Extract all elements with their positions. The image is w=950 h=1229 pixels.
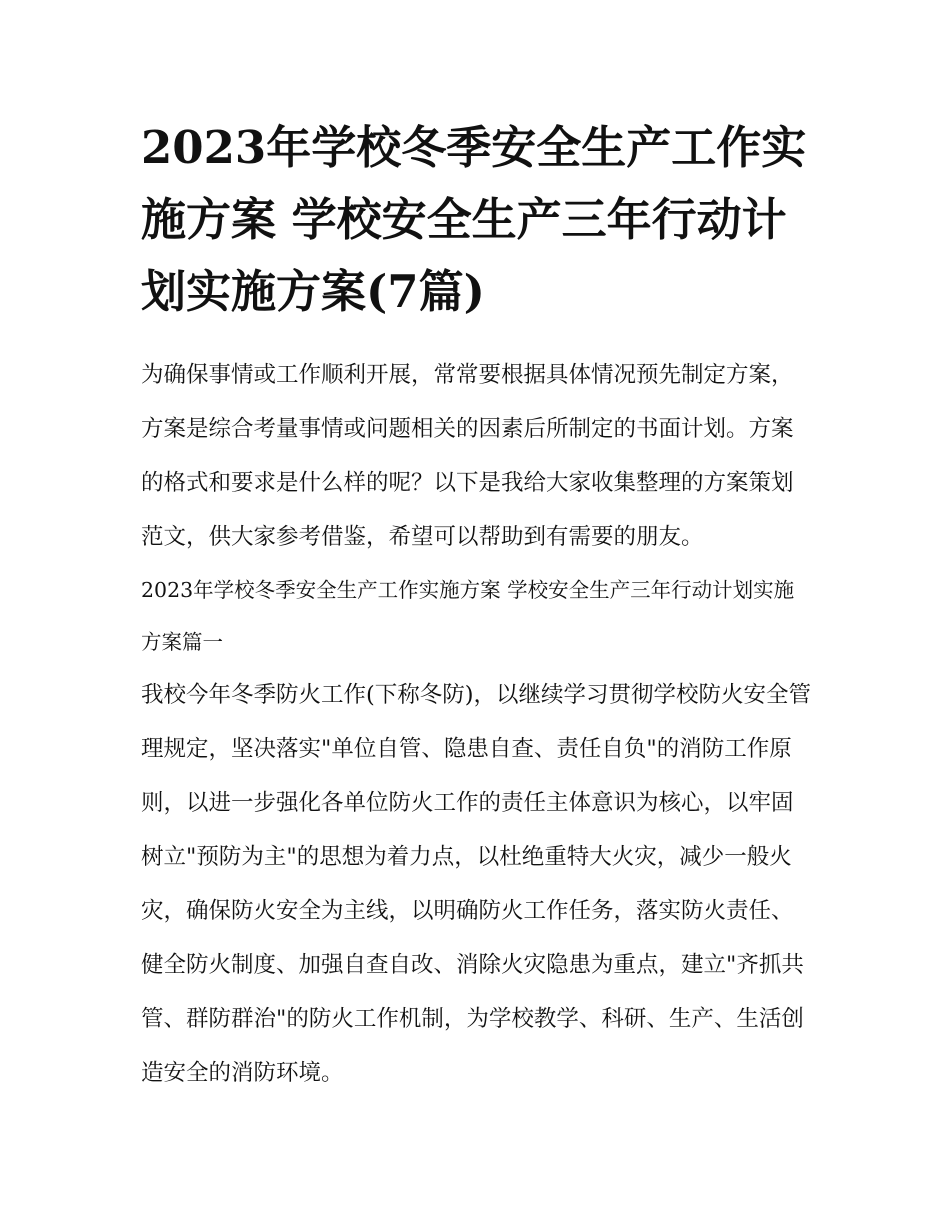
document-title: 2023年学校冬季安全生产工作实施方案 学校安全生产三年行动计划实施方案(7篇) [141, 121, 807, 318]
section-heading: 2023年学校冬季安全生产工作实施方案 学校安全生产三年行动计划实施方案篇一 [141, 578, 795, 654]
intro-paragraph: 为确保事情或工作顺利开展，常常要根据具体情况预先制定方案，方案是综合考量事情或问题相关的因素后所制定的书面计划。方案的格式和要求是什么样的呢？以下是我给大家收集整理的方案策划范文，供大家参考借鉴，希望可以帮助到有需要的朋友。 [141, 362, 794, 550]
section-body-paragraph: 我校今年冬季防火工作(下称冬防)，以继续学习贯彻学校防火安全管理规定，坚决落实"单位自管、隐患自查、责任自负"的消防工作原则，以进一步强化各单位防火工作的责任主体意识为核心，以牢固树立"预防为主"的思想为着力点，以杜绝重特大火灾，减少一般火灾，确保防火安全为主线，以明确防火工作任务，落实防火责任、健全防火制度、加强自查自改、消除火灾隐患为重点，建立"齐抓共管、群防群治"的防火工作机制，为学校教学、科研、生产、生活创造安全的消防环境。 [141, 682, 812, 1086]
document-page [141, 112, 813, 1100]
